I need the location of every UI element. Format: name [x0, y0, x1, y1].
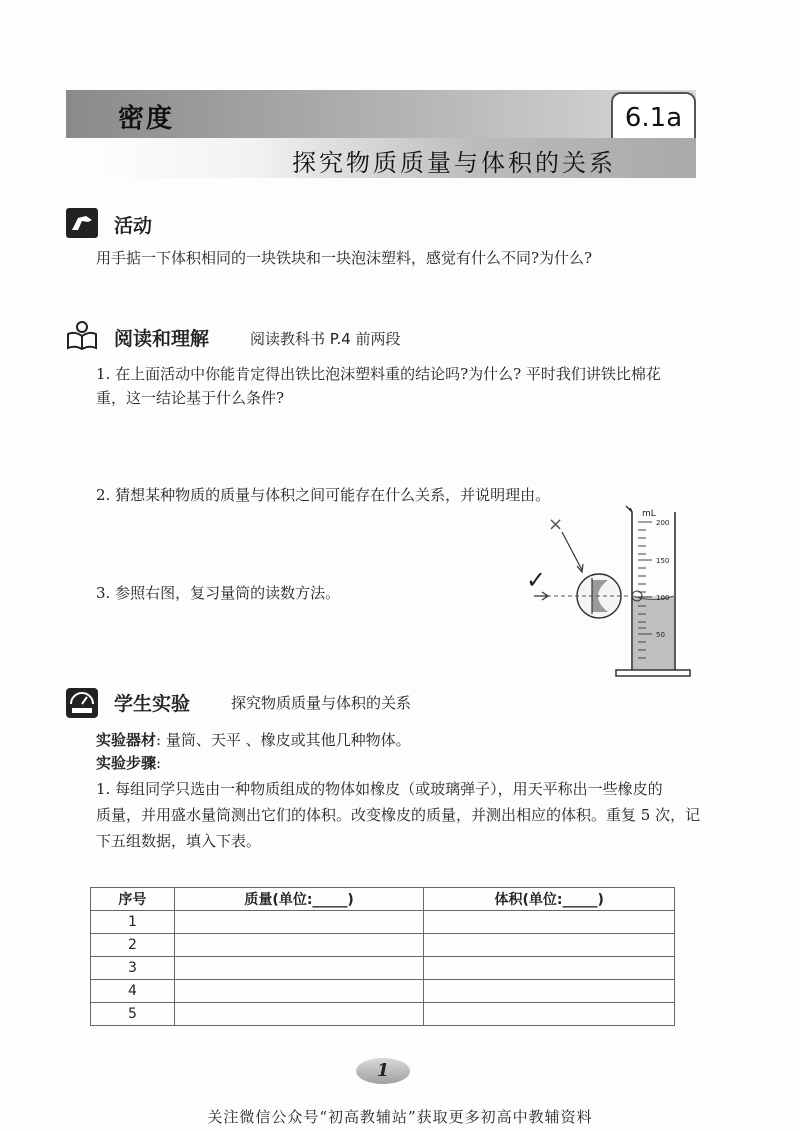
- unit-label: mL: [642, 509, 656, 519]
- table-row: [91, 911, 675, 934]
- step-1-line-3: 下五组数据，填入下表。: [96, 832, 262, 850]
- volume-cell[interactable]: [424, 934, 675, 957]
- steps-label: 实验步骤: [96, 754, 157, 772]
- question-3: 3. 参照右图，复习量筒的读数方法。: [96, 584, 341, 602]
- footer-note: 关注微信公众号“初高教辅站”获取更多初高中教辅资料: [207, 1108, 593, 1126]
- row-index: 3: [91, 957, 175, 980]
- steps-label-line: [96, 749, 161, 777]
- experiment-title: 学生实验: [114, 693, 191, 715]
- tick-label-50: 50: [656, 631, 665, 639]
- graduated-cylinder-figure: [520, 500, 700, 685]
- tick-label-100: 100: [656, 594, 670, 602]
- record-table: [90, 887, 675, 1026]
- tick-label-150: 150: [656, 557, 670, 565]
- reading-title: 阅读和理解: [114, 328, 210, 350]
- row-index: 5: [91, 1003, 175, 1026]
- step-1-line-2: 质量，并用盛水量筒测出它们的体积。改变橡皮的质量，并测出相应的体积。重复 5 次，记: [96, 806, 701, 824]
- activity-text: 用手掂一下体积相同的一块铁块和一块泡沫塑料，感觉有什么不同?为什么?: [96, 249, 593, 267]
- right-mark: ✓: [526, 566, 547, 594]
- header-mass: 质量(单位:_____): [174, 888, 424, 911]
- question-2: 2. 猜想某种物质的质量与体积之间可能存在什么关系，并说明理由。: [96, 486, 551, 504]
- step-1-line-1: 1. 每组同学只选由一种物质组成的物体如橡皮（或玻璃弹子），用天平称出一些橡皮的: [96, 780, 663, 798]
- chapter-title: 密度: [118, 104, 175, 134]
- row-index: 1: [91, 911, 175, 934]
- mass-cell[interactable]: [174, 934, 424, 957]
- row-index: 2: [91, 934, 175, 957]
- volume-cell[interactable]: [424, 957, 675, 980]
- section-subtitle: 探究物质质量与体积的关系: [292, 149, 616, 177]
- header-index: 序号: [91, 888, 175, 911]
- volume-cell[interactable]: [424, 911, 675, 934]
- mass-cell[interactable]: [174, 980, 424, 1003]
- equipment-label: 实验器材: [96, 731, 157, 749]
- question-1-line-1: 1. 在上面活动中你能肯定得出铁比泡沫塑料重的结论吗?为什么? 平时我们讲铁比棉花: [96, 365, 661, 383]
- activity-title: 活动: [114, 215, 153, 237]
- page-number: 1: [376, 1060, 390, 1081]
- mass-cell[interactable]: [174, 957, 424, 980]
- table-row: [91, 1003, 675, 1026]
- volume-cell[interactable]: [424, 980, 675, 1003]
- wrong-mark: ×: [548, 514, 564, 535]
- table-header-row: [91, 888, 675, 911]
- experiment-note: 探究物质质量与体积的关系: [231, 694, 412, 712]
- volume-cell[interactable]: [424, 1003, 675, 1026]
- table-row: [91, 980, 675, 1003]
- reading-note: 阅读教科书 P.4 前两段: [250, 330, 401, 348]
- tick-label-200: 200: [656, 519, 670, 527]
- mass-cell[interactable]: [174, 911, 424, 934]
- table-row: [91, 957, 675, 980]
- table-row: [91, 934, 675, 957]
- equipment-text: : 量筒、天平 、橡皮或其他几种物体。: [156, 731, 411, 749]
- steps-colon: :: [156, 754, 162, 772]
- row-index: 4: [91, 980, 175, 1003]
- mass-cell[interactable]: [174, 1003, 424, 1026]
- book-reader-icon: [66, 320, 98, 350]
- question-1-line-2: 重，这一结论基于什么条件?: [96, 389, 285, 407]
- header-volume: 体积(单位:_____): [424, 888, 675, 911]
- section-code: 6.1a: [611, 92, 696, 139]
- scale-icon: [66, 688, 98, 718]
- hand-icon: [66, 208, 98, 238]
